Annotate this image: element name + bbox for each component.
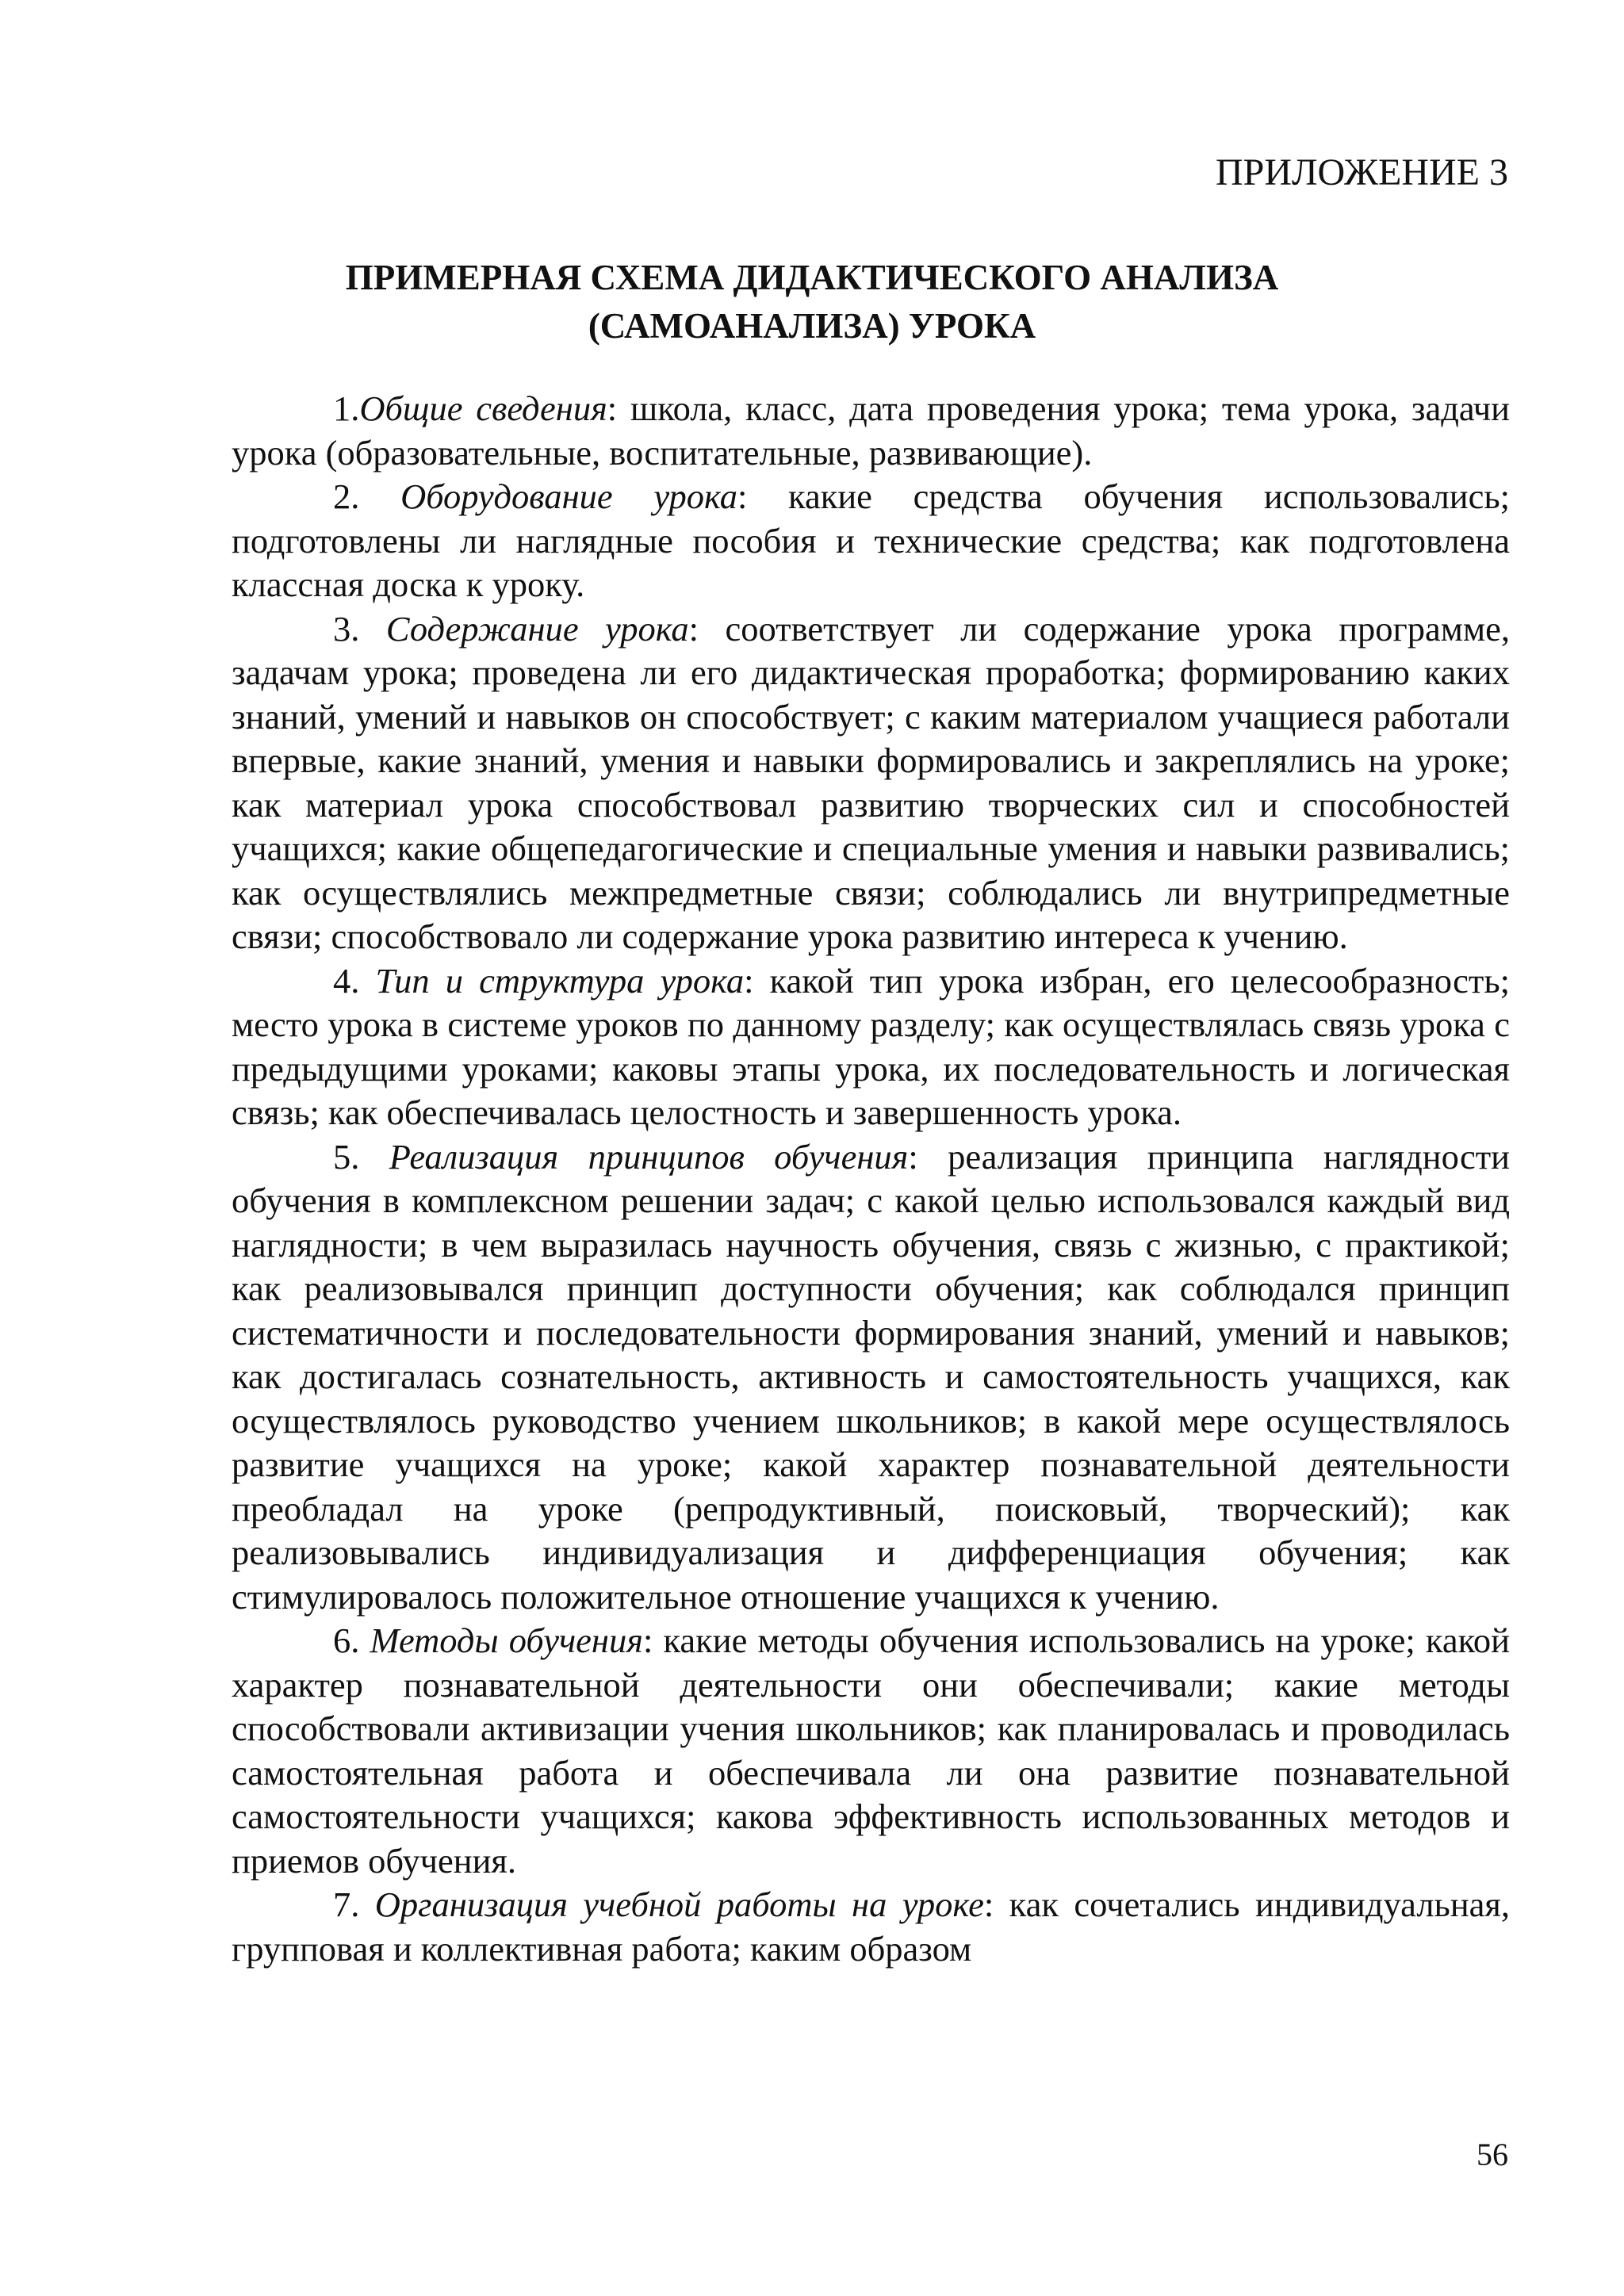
document-title-line-2: (САМОАНАЛИЗА) УРОКА: [588, 306, 1036, 346]
paragraph-heading: Реализация принципов обучения: [389, 1136, 909, 1177]
paragraph-heading: Тип и структура урока: [375, 960, 745, 1001]
paragraph-equipment: [232, 475, 1510, 607]
document-title: [230, 254, 1394, 350]
paragraph-number: 6.: [333, 1621, 370, 1660]
document-body: [232, 387, 1510, 1971]
paragraph-heading: Общие сведения: [359, 388, 607, 428]
paragraph-number: 5.: [333, 1136, 389, 1177]
paragraph-text: : школа, класс, дата проведения урока; тема урока, задачи урока (образовательные, воспитательные, развивающие).: [232, 388, 1510, 473]
paragraph-heading: Методы обучения: [370, 1621, 643, 1660]
paragraph-text: : какой тип урока избран, его целесообразность; место урока в системе уроков по данному разделу; как осуществлялась связь урока с предыдущими уроками; каковы этапы урока, их последовательность и логическая связь; как обеспечивалась целостность и завершенность урока.: [232, 960, 1511, 1132]
paragraph-general-info: [232, 387, 1510, 475]
paragraph-text: : какие средства обучения использовались; подготовлены ли наглядные пособия и технические средства; как подготовлена классная доска к уроку.: [232, 476, 1510, 604]
paragraph-text: : какие методы обучения использовались на уроке; какой характер познавательной деятельности они обеспечивали; какие методы способствовали активизации учения школьников; как планировалась и проводилась самостоятельная работа и обеспечивала ли она развитие познавательной самостоятельности учащихся; какова эффективность использованных методов и приемов обучения.: [232, 1621, 1510, 1881]
paragraph-heading: Оборудование урока: [400, 476, 737, 516]
paragraph-text: : реализация принципа наглядности обучения в комплексном решении задач; с какой целью использовался каждый вид наглядности; в чем выразилась научность обучения, связь с жизнью, с практикой; как реализовывался принцип доступности обучения; как соблюдался принцип систематичности и последовательности формирования знаний, умений и навыков; как достигалась сознательность, активность и самостоятельность учащихся, как осуществлялось руководство учением школьников; в какой мере осуществлялось развитие учащихся на уроке; какой характер познавательной деятельности преобладал на уроке (репродуктивный, поисковый, творческий); как реализовывались индивидуализация и дифференциация обучения; как стимулировалось положительное отношение учащихся к учению.: [232, 1136, 1510, 1617]
paragraph-text: : соответствует ли содержание урока программе, задачам урока; проведена ли его дидактическая проработка; формированию каких знаний, умений и навыков он способствует; с каким материалом учащиеся работали впервые, какие знаний, умения и навыки формировались и закреплялись на уроке; как материал урока способствовал развитию творческих сил и способностей учащихся; какие общепедагогические и специальные умения и навыки развивались; как осуществлялись межпредметные связи; соблюдались ли внутрипредметные связи; способствовало ли содержание урока развитию интереса к учению.: [232, 608, 1510, 956]
paragraph-heading: Содержание урока: [385, 608, 689, 649]
paragraph-type-structure: [232, 959, 1510, 1135]
document-title-line-1: ПРИМЕРНАЯ СХЕМА ДИДАКТИЧЕСКОГО АНАЛИЗА: [345, 258, 1279, 297]
paragraph-number: 3.: [333, 608, 386, 649]
paragraph-number: 2.: [333, 476, 401, 516]
paragraph-content: [232, 607, 1510, 959]
paragraph-principles: [232, 1135, 1510, 1620]
appendix-label: ПРИЛОЖЕНИЕ 3: [1215, 151, 1508, 193]
paragraph-methods: [232, 1619, 1510, 1883]
paragraph-number: 7.: [333, 1885, 375, 1924]
page-number: 56: [1477, 2137, 1508, 2172]
paragraph-text: : как сочетались индивидуальная, групповая и коллективная работа; каким образом: [232, 1885, 1510, 1969]
paragraph-organization: [232, 1883, 1510, 1971]
paragraph-heading: Организация учебной работы на уроке: [374, 1885, 984, 1924]
paragraph-number: 4.: [333, 960, 376, 1001]
paragraph-number: 1.: [333, 388, 360, 428]
